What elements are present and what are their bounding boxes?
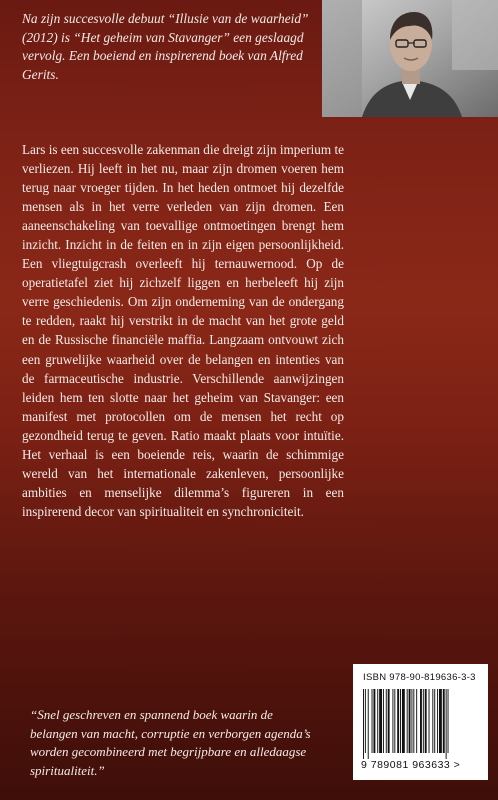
author-portrait-icon: [322, 0, 498, 117]
barcode-bar: [402, 689, 405, 753]
barcode-bar: [392, 689, 393, 753]
barcode-bar: [411, 689, 412, 753]
barcode-bar: [373, 689, 375, 753]
barcode-bar: [420, 689, 422, 753]
barcode-digits: 9 789081 963633 >: [361, 759, 461, 771]
barcode-bar: [413, 689, 414, 753]
author-photo: [322, 0, 498, 117]
blurb-text: [22, 140, 344, 521]
isbn-label: ISBN 978-90-819636-3-3: [363, 672, 476, 683]
barcode-bar: [383, 689, 384, 753]
barcode-bar: [434, 689, 435, 753]
barcode-bar: [372, 689, 373, 753]
barcode-bar: [443, 689, 445, 753]
barcode-bar: [365, 689, 366, 753]
barcode-bar: [397, 689, 399, 753]
barcode-bar: [363, 689, 364, 759]
barcode-bar: [437, 689, 438, 753]
blurb-paragraph: Lars is een succesvolle zakenman die dreigt zijn imperium te verliezen. Hij leeft in het nu, maar zijn dromen voeren hem terug naar vroeger tijden. In het heden ontmoet hij dezelfde mensen als in het verre verleden van zijn dromen. Een aaneenschakeling van toevallige ontmoetingen brengt hem inzicht. Inzicht in de feiten en in zijn eigen persoonlijkheid. Een vliegtuigcrash overleeft hij ternauwernood. Op de operatietafel ziet hij zichzelf liggen en herbeleeft hij zijn verre geschiedenis. Om zijn onderneming van de ondergang te redden, raakt hij verstrikt in de macht van het grote geld en de Russische financiële maffia. Langzaam ontvouwt zich een gruwelijke waarheid over de belangen en intenties van de farmaceutische industrie. Verschillende aanwijzingen leiden hem ten slotte naar het geheim van Stavanger: een manifest met protocollen om de mensen het recht op gezondheid terug te geven. Ratio maakt plaats voor intuïtie. Het verhaal is een boeiende reis, waarin de schimmige wereld van het internationale zakenleven, persoonlijke ambities en menselijke dilemma’s figureren in een inspirerend decor van spiritualiteit en synchroniciteit.: [22, 142, 344, 519]
barcode-bar: [425, 689, 427, 753]
barcode-bar: [400, 689, 401, 753]
barcode-bar: [368, 689, 369, 759]
barcode-panel: [353, 664, 488, 780]
barcode-bar: [439, 689, 442, 753]
barcode-bar: [388, 689, 390, 753]
review-quote: “Snel geschreven en spannend boek waarin de belangen van macht, corruptie en verborgen agenda’s worden gecombineerd met begrijpbare en alledaagse spiritualiteit.”: [30, 707, 311, 778]
barcode-bar: [409, 689, 411, 753]
barcode-bar: [377, 689, 378, 753]
barcode-bar: [407, 689, 408, 753]
barcode-bar: [448, 689, 449, 753]
barcode-bar: [386, 689, 387, 753]
barcode-bar: [432, 689, 433, 753]
barcode-bar: [379, 689, 382, 753]
barcode-icon: [361, 689, 480, 759]
intro-text: Na zijn succesvolle debuut “Illusie van de waarheid” (2012) is “Het geheim van Stavanger” een geslaagd vervolg. Een boeiend en inspirerend boek van Alfred Gerits.: [22, 11, 309, 82]
barcode-bar: [394, 689, 395, 753]
barcode-bar: [423, 689, 424, 753]
barcode-bar: [446, 689, 447, 759]
barcode-bar: [429, 689, 430, 753]
barcode-bar: [416, 689, 417, 753]
